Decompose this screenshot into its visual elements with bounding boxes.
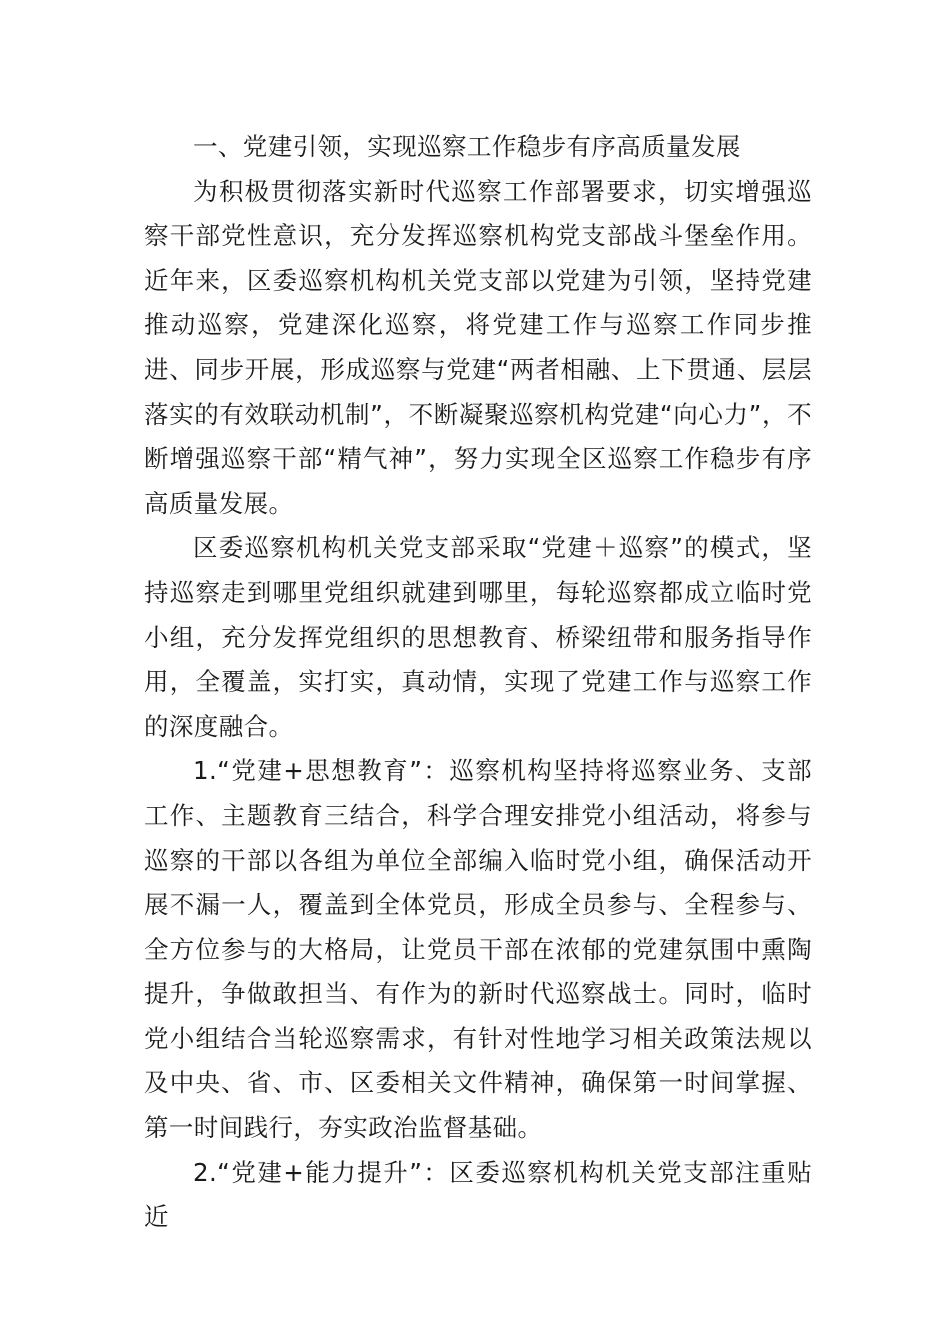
document-body	[144, 125, 812, 1240]
paragraph-intro: 为积极贯彻落实新时代巡察工作部署要求，切实增强巡察干部党性意识，充分发挥巡察机构党支部战斗堡垒作用。近年来，区委巡察机构机关党支部以党建为引领，坚持党建推动巡察，党建深化巡察，将党建工作与巡察工作同步推进、同步开展，形成巡察与党建“两者相融、上下贯通、层层落实的有效联动机制”，不断凝聚巡察机构党建“向心力”，不断增强巡察干部“精气神”，努力实现全区巡察工作稳步有序高质量发展。	[144, 176, 812, 518]
paragraph-item-2: 2.“党建+能力提升”：区委巡察机构机关党支部注重贴近	[144, 1157, 812, 1232]
paragraph-model: 区委巡察机构机关党支部采取“党建＋巡察”的模式，坚持巡察走到哪里党组织就建到哪里，每轮巡察都成立临时党小组，充分发挥党组织的思想教育、桥梁纽带和服务指导作用，全覆盖，实打实，真动情，实现了党建工作与巡察工作的深度融合。	[144, 533, 812, 741]
section-heading: 一、党建引领，实现巡察工作稳步有序高质量发展	[193, 132, 741, 161]
paragraph-item-1: 1.“党建+思想教育”：巡察机构坚持将巡察业务、支部工作、主题教育三结合，科学合理安排党小组活动，将参与巡察的干部以各组为单位全部编入临时党小组，确保活动开展不漏一人，覆盖到全体党员，形成全员参与、全程参与、全方位参与的大格局，让党员干部在浓郁的党建氛围中熏陶提升，争做敢担当、有作为的新时代巡察战士。同时，临时党小组结合当轮巡察需求，有针对性地学习相关政策法规以及中央、省、市、区委相关文件精神，确保第一时间掌握、第一时间践行，夯实政治监督基础。	[144, 756, 812, 1143]
